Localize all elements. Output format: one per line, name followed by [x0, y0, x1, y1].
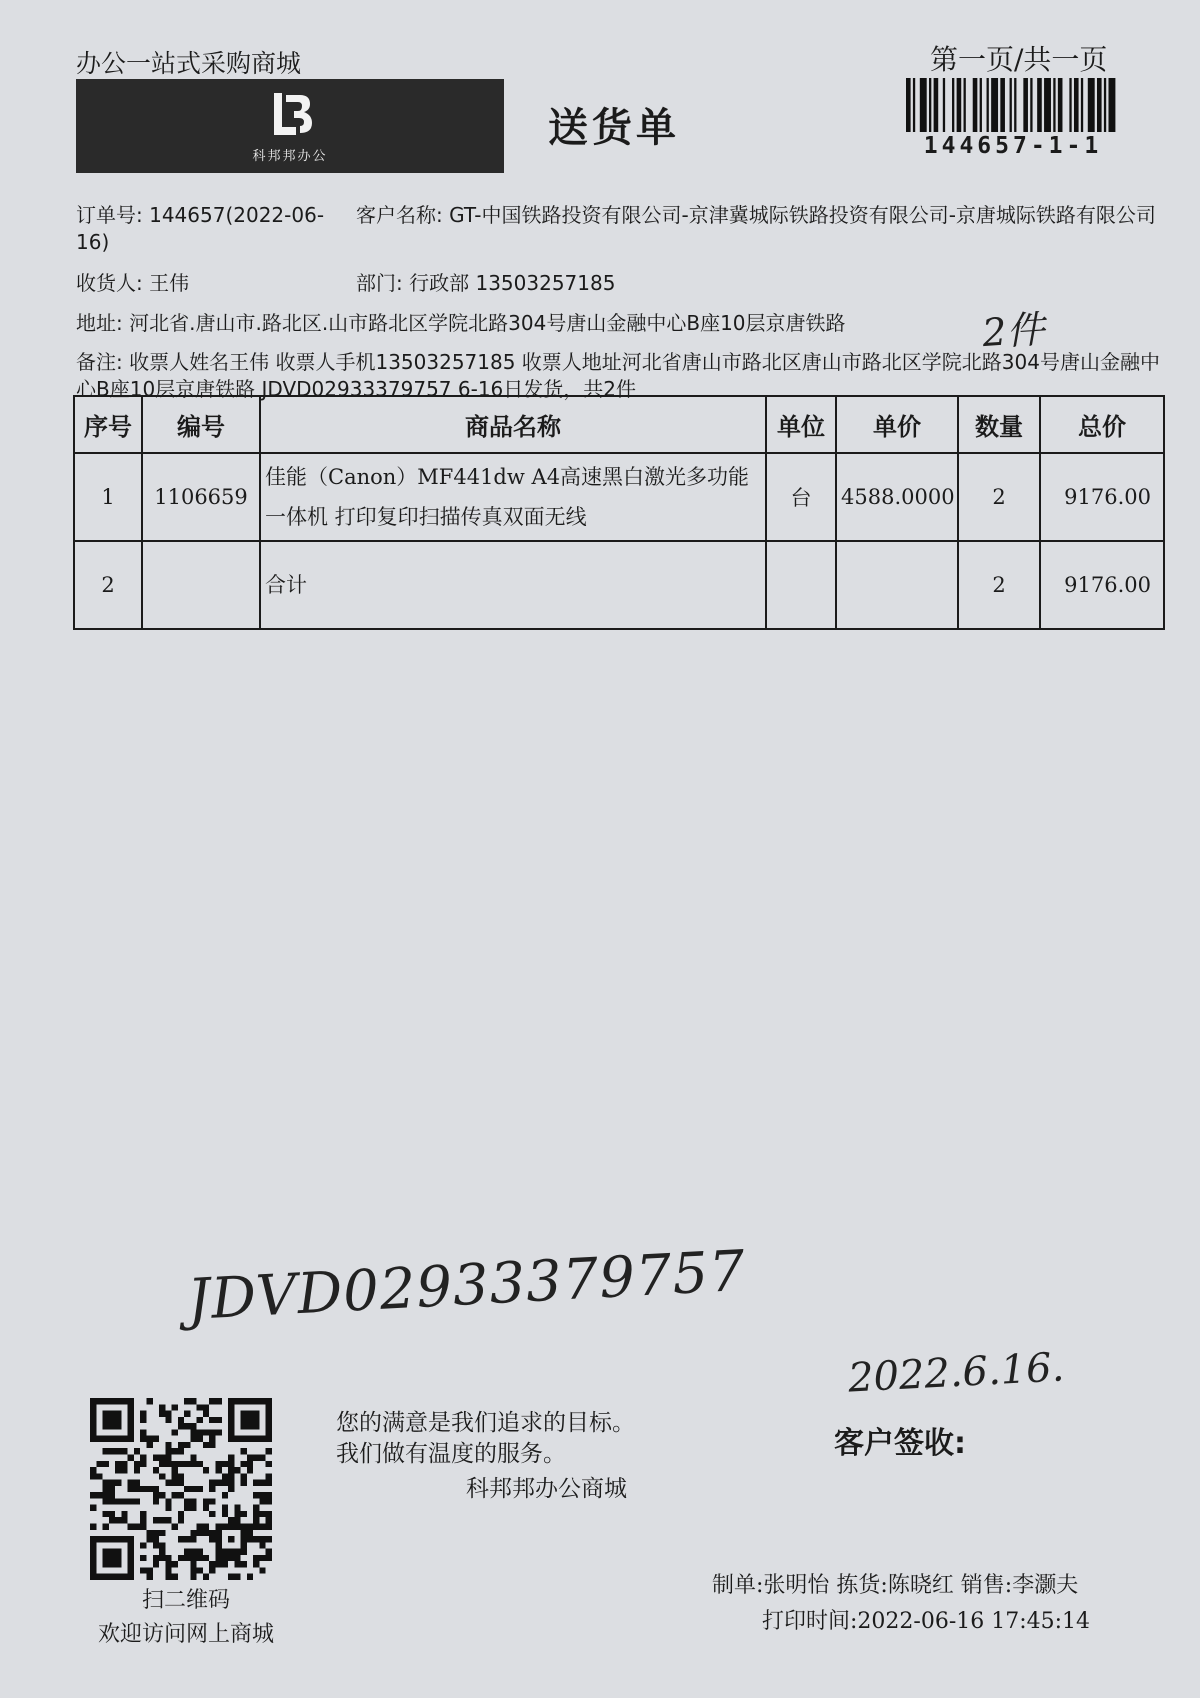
table-cell: 1: [74, 453, 142, 541]
table-cell: 1106659: [142, 453, 260, 541]
order-number: [76, 202, 340, 256]
order-number-value: 144657(2022-06-16): [76, 203, 325, 254]
column-header: 数量: [958, 396, 1040, 453]
logo-mark-icon: [266, 89, 316, 139]
remarks-value: 收票人姓名王伟 收票人手机13503257185 收票人地址河北省唐山市路北区唐山市路北区学院北路304号唐山金融中心B座10层京唐铁路 JDVD02933379757 6-16日发货，共2件: [76, 350, 1160, 401]
logo-text: 科邦邦办公: [252, 149, 328, 164]
handwritten-tracking-number: JDVD02933379757: [186, 1238, 748, 1333]
document-title: 送货单: [548, 104, 680, 151]
slogan: [336, 1408, 635, 1470]
table-cell: 佳能（Canon）MF441dw A4高速黑白激光多功能一体机 打印复印扫描传真双面无线: [260, 453, 766, 541]
department: [356, 270, 615, 297]
department-label: 部门:: [356, 271, 403, 295]
table-cell: 2: [74, 541, 142, 629]
remarks: [76, 349, 1166, 401]
table-header-row: [74, 396, 1164, 453]
table-cell: 2: [958, 541, 1040, 629]
customer-name: [356, 202, 1156, 229]
site-name: 办公一站式采购商城: [76, 49, 302, 78]
slogan-line: 您的满意是我们追求的目标。: [336, 1410, 635, 1436]
column-header: 单价: [836, 396, 958, 453]
receiver-label: 收货人:: [76, 271, 143, 295]
customer-sign-label: 客户签收:: [834, 1426, 966, 1461]
items-table: [73, 395, 1165, 630]
address-value: 河北省.唐山市.路北区.山市路北区学院北路304号唐山金融中心B座10层京唐铁路: [129, 311, 846, 335]
table-cell: [766, 541, 836, 629]
qr-caption-line: 扫二维码: [141, 1588, 230, 1613]
table-row: [74, 541, 1164, 629]
table-row: [74, 453, 1164, 541]
column-header: 序号: [74, 396, 142, 453]
receiver: [76, 270, 189, 297]
column-header: 商品名称: [260, 396, 766, 453]
customer-label: 客户名称:: [356, 203, 443, 227]
table-cell: 台: [766, 453, 836, 541]
address: [76, 310, 846, 337]
table-cell: 合计: [260, 541, 766, 629]
order-number-label: 订单号:: [76, 203, 143, 227]
column-header: 总价: [1040, 396, 1164, 453]
company-logo: [76, 79, 504, 173]
table-cell: [142, 541, 260, 629]
receiver-value: 王伟: [149, 271, 190, 295]
department-value: 行政部 13503257185: [409, 271, 616, 295]
table-cell: [836, 541, 958, 629]
qr-caption: [76, 1584, 296, 1652]
remarks-label: 备注:: [76, 350, 123, 374]
address-label: 地址:: [76, 311, 123, 335]
handwritten-item-count: 2件: [980, 306, 1046, 356]
slogan-line: 我们做有温度的服务。: [336, 1441, 566, 1467]
barcode-number: 144657-1-1: [923, 133, 1103, 159]
qr-caption-line: 欢迎访问网上商城: [97, 1622, 274, 1647]
barcode-icon: [906, 78, 1120, 132]
table-cell: 9176.00: [1040, 541, 1164, 629]
table-cell: 9176.00: [1040, 453, 1164, 541]
slogan-signature: 科邦邦办公商城: [466, 1476, 627, 1502]
page-indicator: 第一页/共一页: [930, 43, 1108, 76]
column-header: 单位: [766, 396, 836, 453]
customer-value: GT-中国铁路投资有限公司-京津冀城际铁路投资有限公司-京唐城际铁路有限公司: [449, 203, 1156, 227]
table-cell: 2: [958, 453, 1040, 541]
qr-code-icon: [90, 1398, 272, 1580]
print-time: 打印时间:2022-06-16 17:45:14: [762, 1609, 1091, 1634]
column-header: 编号: [142, 396, 260, 453]
handwritten-sign-date: 2022.6.16.: [846, 1344, 1066, 1402]
table-cell: 4588.0000: [836, 453, 958, 541]
staff-line: 制单:张明怡 拣货:陈晓红 销售:李灏夫: [712, 1573, 1079, 1598]
